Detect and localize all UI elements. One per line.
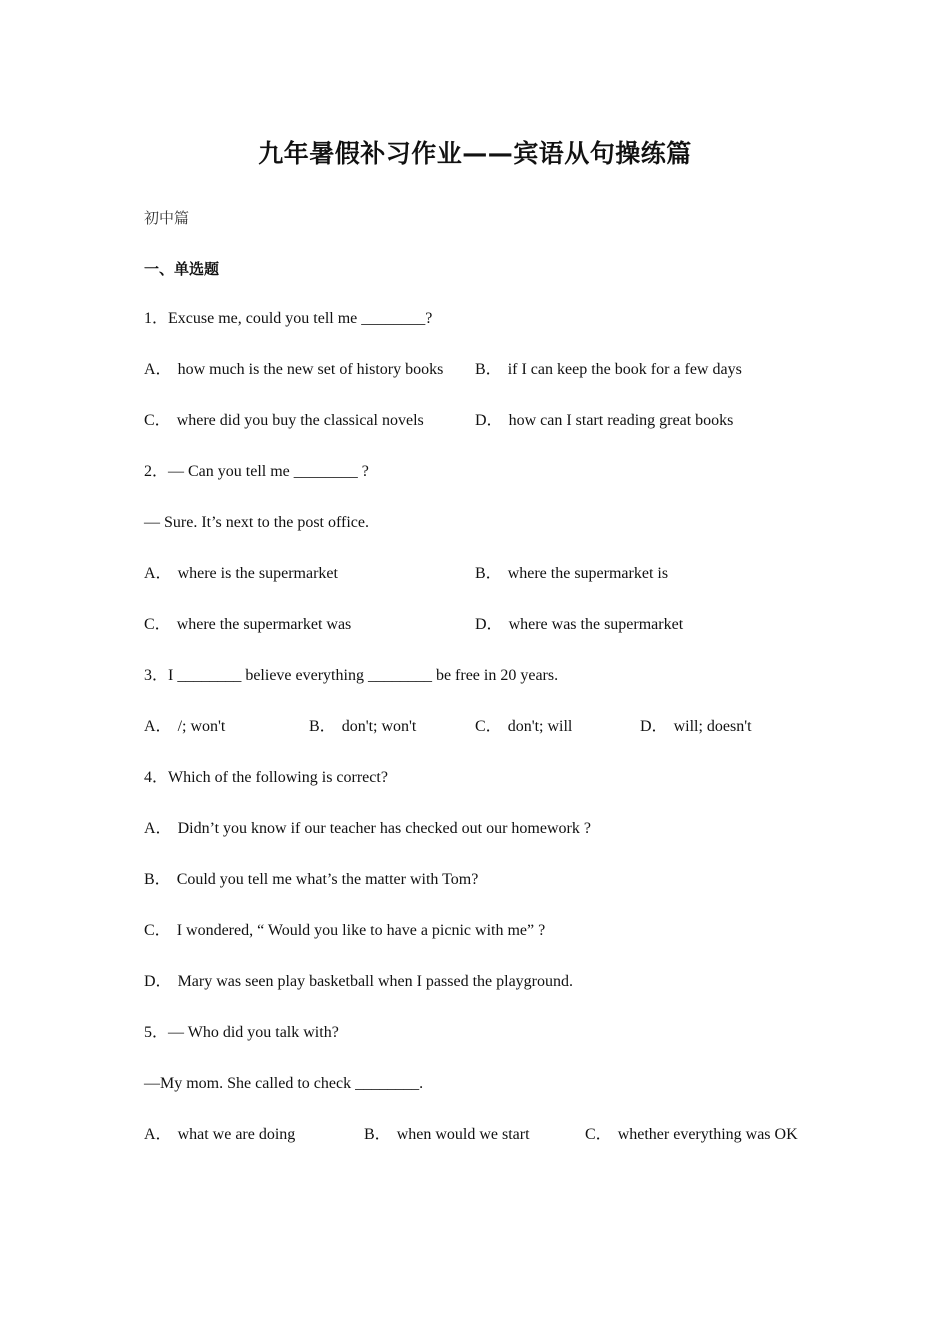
question-2-option-b [475,563,668,585]
option-text: where the supermarket was [176,616,352,633]
option-text: Could you tell me what’s the matter with Tom? [176,871,479,888]
question-3-option-a [144,716,225,738]
question-1-option-d [475,410,733,432]
question-2-option-c [144,614,351,636]
option-letter: B． [475,565,502,582]
question-3-option-b [309,716,416,738]
question-5-option-c [585,1124,798,1146]
question-2-stem: 2．— Can you tell me ________ ? [144,463,369,480]
question-2-option-d [475,614,683,636]
option-text: where is the supermarket [177,565,338,582]
option-letter: A． [144,718,172,735]
question-4-option-b [144,869,478,891]
section-heading: 一、单选题 [144,260,220,278]
option-letter: B． [144,871,171,888]
option-letter: B． [475,361,502,378]
option-letter: A． [144,1126,172,1143]
option-text: where did you buy the classical novels [176,412,424,429]
document-title: 九年暑假补习作业——宾语从句操练篇 [258,139,692,168]
option-letter: D． [475,412,503,429]
option-letter: C． [144,616,171,633]
option-letter: C． [585,1126,612,1143]
question-5-reply: —My mom. She called to check ________. [144,1075,424,1092]
question-5-stem: 5．— Who did you talk with? [144,1024,339,1041]
option-letter: B． [309,718,336,735]
question-3-option-d [640,716,752,738]
option-text: what we are doing [177,1126,296,1143]
question-5-option-b [364,1124,530,1146]
option-letter: A． [144,820,172,837]
option-letter: B． [364,1126,391,1143]
question-2-reply: — Sure. It’s next to the post office. [144,514,369,531]
option-text: whether everything was OK [617,1126,798,1143]
option-text: /; won't [177,718,226,735]
option-letter: C． [144,412,171,429]
option-letter: D． [475,616,503,633]
question-1-option-b [475,359,742,381]
option-text: if I can keep the book for a few days [507,361,742,378]
question-4-option-d [144,971,573,993]
option-letter: A． [144,361,172,378]
question-2-option-a [144,563,338,585]
question-3-option-c [475,716,572,738]
question-4-stem: 4．Which of the following is correct? [144,769,388,786]
option-letter: C． [475,718,502,735]
question-4-option-c [144,920,545,942]
question-1-stem: 1．Excuse me, could you tell me ________? [144,310,433,327]
option-text: I wondered, “ Would you like to have a picnic with me” ? [176,922,546,939]
question-5-option-a [144,1124,295,1146]
document-subtitle: 初中篇 [144,209,190,227]
option-text: how can I start reading great books [508,412,734,429]
option-text: when would we start [396,1126,530,1143]
option-letter: A． [144,565,172,582]
option-text: how much is the new set of history books [177,361,444,378]
option-letter: D． [144,973,172,990]
option-text: don't; will [507,718,573,735]
question-1-option-c [144,410,424,432]
option-letter: D． [640,718,668,735]
option-text: will; doesn't [673,718,752,735]
question-3-stem: 3．I ________ believe everything ________ be free in 20 years. [144,667,559,684]
option-text: where the supermarket is [507,565,669,582]
option-text: don't; won't [341,718,417,735]
option-letter: C． [144,922,171,939]
option-text: Mary was seen play basketball when I passed the playground. [177,973,574,990]
question-1-option-a [144,359,443,381]
option-text: Didn’t you know if our teacher has checked out our homework ? [177,820,591,837]
question-4-option-a [144,818,591,840]
option-text: where was the supermarket [508,616,684,633]
